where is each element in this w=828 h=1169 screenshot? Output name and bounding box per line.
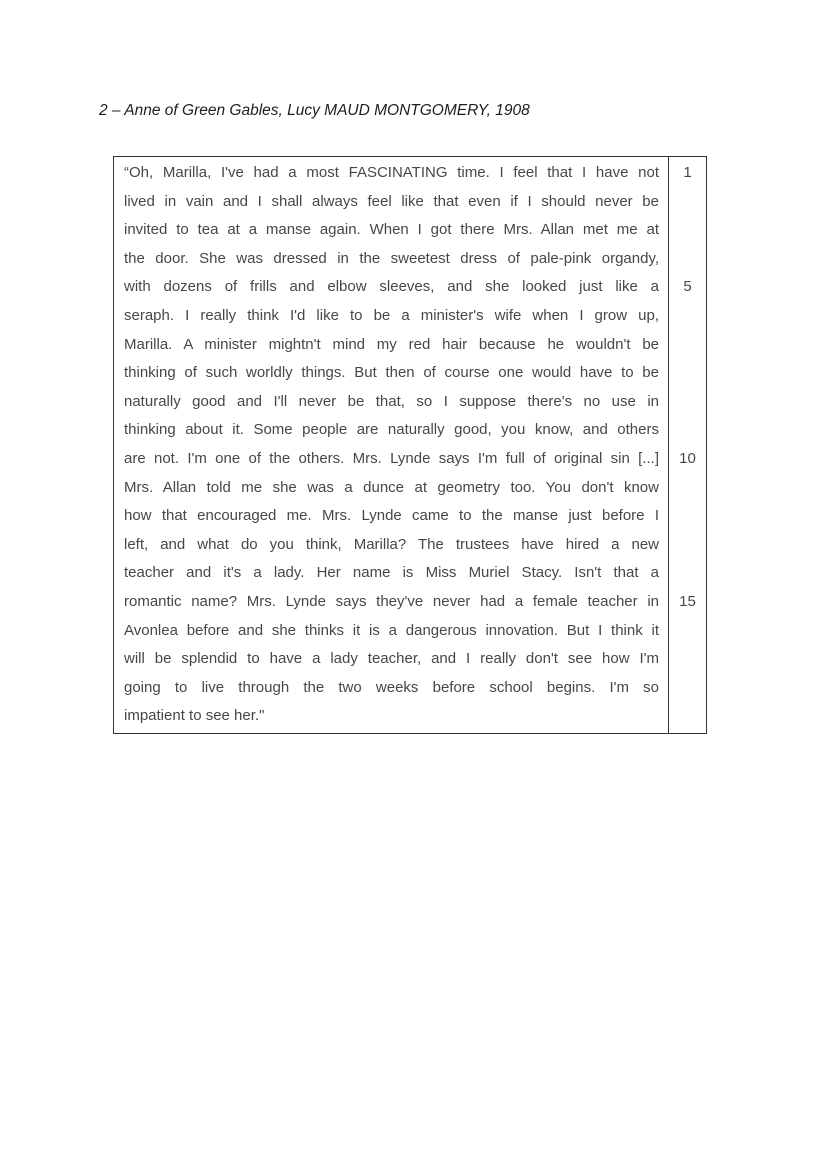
line-number: 1	[683, 164, 692, 181]
passage-line: Mrs. Allan told me she was a dunce at geometry too. You don't know	[124, 478, 659, 496]
passage-line: impatient to see her."	[124, 707, 265, 725]
document-heading: 2 – Anne of Green Gables, Lucy MAUD MONTGOMERY, 1908	[99, 102, 530, 119]
passage-line: with dozens of frills and elbow sleeves, and she looked just like a	[124, 278, 659, 296]
passage-line: invited to tea at a manse again. When I got there Mrs. Allan met me at	[124, 221, 659, 239]
passage-line: thinking about it. Some people are naturally good, you know, and others	[124, 421, 659, 439]
passage-line: Avonlea before and she thinks it is a dangerous innovation. But I think it	[124, 621, 659, 639]
passage-line: thinking of such worldly things. But then of course one would have to be	[124, 364, 659, 382]
passage-line: lived in vain and I shall always feel like that even if I should never be	[124, 192, 659, 210]
line-number: 10	[679, 450, 696, 467]
passage-line: will be splendid to have a lady teacher, and I really don't see how I'm	[124, 650, 659, 668]
passage-line: are not. I'm one of the others. Mrs. Lynde says I'm full of original sin [...]	[124, 449, 659, 467]
passage-line: how that encouraged me. Mrs. Lynde came to the manse just before I	[124, 507, 659, 525]
passage-line: Marilla. A minister mightn't mind my red hair because he wouldn't be	[124, 335, 659, 353]
passage-text-column	[114, 157, 668, 733]
passage-line: going to live through the two weeks before school begins. I'm so	[124, 678, 659, 696]
passage-line: “Oh, Marilla, I've had a most FASCINATING time. I feel that I have not	[124, 164, 659, 181]
passage-line: naturally good and I'll never be that, so I suppose there's no use in	[124, 392, 659, 410]
passage-line: romantic name? Mrs. Lynde says they've never had a female teacher in	[124, 592, 659, 610]
line-number: 5	[683, 278, 692, 296]
passage-line: left, and what do you think, Marilla? The trustees have hired a new	[124, 535, 659, 553]
passage-line: seraph. I really think I'd like to be a minister's wife when I grow up,	[124, 306, 659, 324]
passage-line: teacher and it's a lady. Her name is Miss Muriel Stacy. Isn't that a	[124, 564, 659, 582]
passage-line: the door. She was dressed in the sweetest dress of pale-pink organdy,	[124, 249, 659, 267]
passage-box	[113, 156, 707, 734]
line-number-column	[668, 157, 706, 733]
line-number: 15	[679, 593, 696, 610]
